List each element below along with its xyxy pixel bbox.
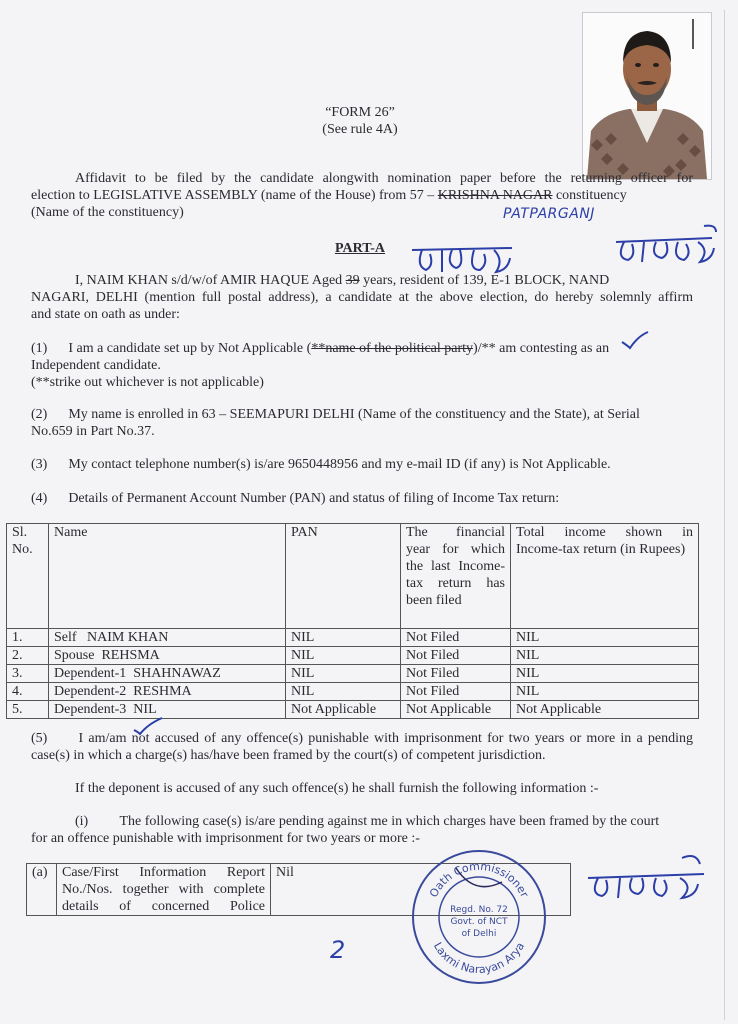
form-title: “FORM 26”: [325, 105, 395, 120]
item-1-line-2: Independent candidate.: [31, 358, 161, 373]
part-heading: PART-A: [334, 241, 386, 256]
age-value: 39: [345, 273, 360, 288]
pan-table: [6, 523, 699, 719]
struck-party: **name of the political party: [311, 341, 474, 356]
handwritten-constituency: PATPARGANJ: [503, 206, 595, 222]
scan-edge: [724, 10, 725, 1020]
form-subtitle: (See rule 4A): [322, 122, 398, 137]
sub-i-line-2: for an offence punishable with imprisonment for two years or more :-: [31, 831, 420, 846]
table-row: 1. Self NAIM KHAN NIL Not Filed NIL: [7, 629, 699, 647]
svg-text:Govt. of NCT: Govt. of NCT: [450, 917, 508, 927]
candidate-photo: [582, 12, 712, 180]
item-5-line-2: case(s) in which a charge(s) has/have been framed by the court(s) of competent jurisdiction.: [31, 748, 546, 763]
signature-scribble-3: [584, 848, 712, 904]
table-row: (a) Case/First Information Report No./Nos. together with complete details of concerned Police Nil: [27, 864, 571, 916]
intro-line-1: Affidavit to be filed by the candidate alongwith nomination paper before the returning officer for: [75, 171, 693, 186]
table-row: 2. Spouse REHSMA NIL Not Filed NIL: [7, 647, 699, 665]
item-2-line-2: No.659 in Part No.37.: [31, 424, 155, 439]
col-year-header: The financial year for which the last Income- tax return has been filed: [401, 524, 511, 629]
item-3: (3) My contact telephone number(s) is/are 9650448956 and my e-mail ID (if any) is Not Applicable.: [31, 457, 611, 472]
table-row: 3. Dependent-1 SHAHNAWAZ NIL Not Filed NIL: [7, 665, 699, 683]
oath-commissioner-seal: [410, 848, 548, 986]
declaration-line-1: I, NAIM KHAN s/d/w/of AMIR HAQUE Aged 39 years, resident of 139, E-1 BLOCK, NAND: [75, 273, 610, 288]
item-4: (4) Details of Permanent Account Number (PAN) and status of filing of Income Tax return:: [31, 491, 560, 506]
svg-text:Regd. No. 72: Regd. No. 72: [450, 905, 508, 915]
item-5-line-1: (5) I am/am not accused of any offence(s) punishable with imprisonment for two years or more in a pending: [31, 731, 693, 746]
page-number: 2: [330, 936, 346, 964]
col-pan-header: PAN: [286, 524, 401, 629]
item-2-line-1: (2) My name is enrolled in 63 – SEEMAPURI DELHI (Name of the constituency and the State), at Serial: [31, 407, 640, 422]
intro-line-2: election to LEGISLATIVE ASSEMBLY (name of the House) from 57 – KRISHNA NAGAR constituency: [31, 188, 627, 203]
svg-text:of Delhi: of Delhi: [461, 929, 497, 939]
signature-scribble-2: [612, 222, 720, 268]
item-1-note: (**strike out whichever is not applicable): [31, 375, 264, 390]
pan-table-header: [7, 524, 699, 629]
table-row: 5. Dependent-3 NIL Not Applicable Not Applicable Not Applicable: [7, 701, 699, 719]
col-sl-header: Sl. No.: [7, 524, 49, 629]
struck-constituency: KRISHNA NAGAR: [437, 188, 553, 203]
declaration-line-3: and state on oath as under:: [31, 307, 180, 322]
svg-text:Oath Commissioner: Oath Commissioner: [426, 859, 532, 900]
item-1-line-1: (1) I am a candidate set up by Not Applicable (**name of the political party)/** am contesting as an: [31, 341, 610, 356]
table-row: 4. Dependent-2 RESHMA NIL Not Filed NIL: [7, 683, 699, 701]
col-income-header: Total income shown in Income-tax return (in Rupees): [511, 524, 699, 629]
intro-line-3: (Name of the constituency): [31, 205, 184, 220]
svg-text:Laxmi Narayan Arya: Laxmi Narayan Arya: [430, 940, 528, 977]
sub-i-line-1: (i) The following case(s) is/are pending against me in which charges have been framed by the court: [75, 814, 660, 829]
deponent-note: If the deponent is accused of any such offence(s) he shall furnish the following information :-: [75, 781, 599, 796]
col-name-header: Name: [49, 524, 286, 629]
checkmark-icon: [620, 330, 650, 350]
declaration-line-2: NAGARI, DELHI (mention full postal address), a candidate at the above election, do hereby solemnly affirm: [31, 290, 693, 305]
